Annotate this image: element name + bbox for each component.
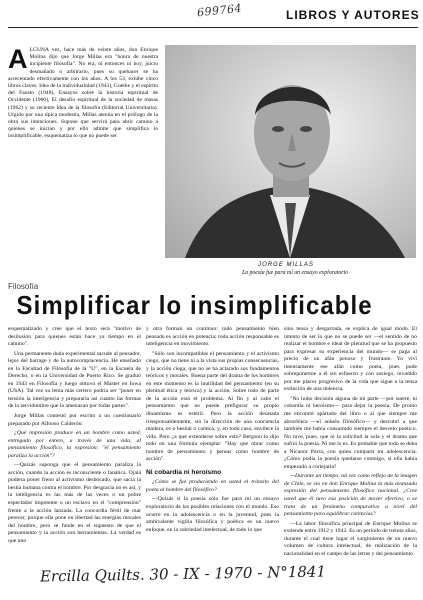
section-heading: LIBROS Y AUTORES bbox=[286, 8, 420, 22]
paragraph: "No hubo decisión alguna de mi parte —por suerte, ni cobardía ni heroísmo— para dejar la poesía. De pronto me encontré apártado del libro o al que siempre me absorbiera —el anhelo filosófico— y descubrí a que también me había consumido siempre el desvelo poético. No tuve, pues, que ni la solicitud la sola y el drama que sufrió la poesía. Ni me lo es. Es probable que todo se deba a Nicanor Parra, con quien compartí mi adolescencia. ¿Cómo podía la poesía quedarse conmigo, si ella había empezado a cortejarla? bbox=[284, 395, 417, 470]
drop-cap: A bbox=[8, 44, 28, 74]
section-label: Filosofía bbox=[8, 282, 39, 291]
article-headline: Simplificar lo insimplificable bbox=[16, 290, 373, 320]
intro-paragraph bbox=[8, 44, 158, 141]
paragraph: sino tensa y desgarrada, se explica de igual modo. El intento de ser lo que no se puede ser —el sentido de no realizar el hombre e ideal de plenitud que se ha propuesto para expresar su experiencia del mundo— se paga al precio de un afán penoso y frustrante. Yo viví intensamente ese afán como poeta, pues pude sobreponerme a él sin esfuerzo y con sosiego, invadido por me placer progresivo de la vida que sigue a la tensa extinción de una dolencia. bbox=[284, 326, 417, 393]
paragraph: y otra forman un continuo: todo pensamiento bien pensado es acción en potencia; toda acción responsable es inteligencia en movimiento. bbox=[146, 326, 279, 348]
paragraph: esquematizado y cree que el texto será "motivo de desilusión para quienes están hace ya tiempo en el camino". bbox=[8, 326, 141, 348]
paragraph: "Sólo son incompatibles el pensamiento y el activismo ciego, que no tiene ni a la vista sus propias consecuencias, y la acción ciega, que no se ha aclarado sus fundamentos teóricos y morales. Buena parte del drama de los hombres en este momento es la inutilidad del pensamiento (en su plenitud ética y teórica) y la acción. Sobre todo de parte de la acción está el problema. Al fin y al cabo el pensamiento que no puede prefigurar su propio dinamismo es estéril. Pero la acción desatada irresponsablemente, sin la dirección de una conciencia madura, es o bestial o caótica, y, en todo caso, envilece la vida. Pero ¿a qué extenderse sobre esto? Bergson lo dijo todo en una fórmula ejemplar: "Hay que obrar como hombre de pensamiento y pensar como hombre de acción". bbox=[146, 350, 279, 463]
paragraph: —La labor filosófica principal de Enrique Molina se extiende entre 1912 y 1942. Es un período de treinta años, durante el cual tiene lugar el surgimiento de un nuevo volumen de cultura intelectual, de realización de la nacionalidad en el campo de las letras y del pensamiento bbox=[284, 520, 417, 557]
article-column-3 bbox=[284, 326, 417, 560]
header-rule bbox=[8, 27, 418, 28]
intro-text: LGUNA vez, hace más de veinte años, don Enrique Molina dijo que Jorge Millas era "honra de nuestra incipiente filosofía". No era, ni entonces ni hoy, juicio desmañado o arbitrario, pues su quehacer se ha acrecentado efectivamente con los años. A los 53, exhibe cinco libros claves: Idea de la individualidad (1943), Goethe y el espíritu del Fausto (1948), Ensayos sobre la historia espiritual de Occidente (1960), El desafío espiritual de la sociedad de masas (1962) y su reciente Idea de la filosofía (Editorial Universitaria). Urgido por una típica modestia, Millas atenúa en el prólogo de la obra sus intenciones. Supone que servirá para abrir camino a quienes se inician y por ello admite que simplifica lo insimplificable, esquematiza lo que no puede ser bbox=[8, 47, 158, 140]
interview-question: —Durante un tiempo, tal vez como reflejo de la imagen de Chile, se vio en don Enrique Molina la más avanzada expresión del pensamiento filosófico nacional. ¿Cree usted que él tuvo esa posición de mover efectivo, o se trata de un fenómeno comparativo a nivel del pensamiento para equilibrar carencias? bbox=[284, 473, 417, 518]
interview-question: ¿Qué impresión produce en un hombre como usted, entregado por entero, a través de una vida, al pensamiento filosófico, la expresión: "el pensamiento paraliza la acción"? bbox=[8, 430, 141, 459]
photo-caption-name: JORGE MILLAS bbox=[258, 262, 314, 268]
article-column-1 bbox=[8, 326, 141, 547]
paragraph: —Quizás suponga que el pensamiento paraliza la acción, cuando la acción es inconsciente o fanática. Ojalá pudiera poner freno al activismo desbocado, que sacia la bestia humana contra el hombre. Por desgracia no es así, y la inteligencia es las más de las veces o un pobre espectador impotente o un esclavo en el "comprensión" frente a la acción lanzada. La concordia fértil de mar perecer, porque ella pone en libertad las energías morales del hombre, pero se funde en el supuesto de que el pensamiento y la acción son herramientas. La verdad es que uno bbox=[8, 462, 141, 544]
handwritten-source-note: Ercilla Quilts. 30 - IX - 1970 - N°1841 bbox=[39, 562, 327, 586]
archive-number: 699764 bbox=[196, 1, 243, 20]
article-column-2 bbox=[146, 326, 279, 536]
author-photo bbox=[165, 45, 416, 258]
photo-caption-text: La poesía fue para mí un ensayo exploratorio bbox=[241, 270, 349, 276]
paragraph: Una permanente duda experimental sacude al pensador, lejos del barrage y de la autocomplacencia. He enseñado en la Facultad de Filosofía de la "U", en la Escuela de Derecho, o en la Universidad de Puerto Rico. Se graduó en 1943 en Filosofía y luego obtuvo el Master en Iowa (USA). Tal vez su lema más certero podría ser "poner en tensión la inteligencia y prepararla así cuanto las formas de la servidumbre que la amenazan por todas partes". bbox=[8, 350, 141, 410]
paragraph: Jorge Millas contestó por escrito a un cuestionario preparado por Alfonso Calderón: bbox=[8, 413, 141, 427]
portrait-illustration bbox=[165, 45, 416, 258]
interview-question: ¿Cómo se fue produciendo en usted el tránsito del poeta al hombre del filosófico? bbox=[146, 479, 279, 493]
subheading: Ni cobardía ni heroísmo bbox=[146, 468, 222, 476]
paragraph: —Quizás si la poesía sólo fue para mí un ensayo exploratorio de las posibles relaciones con el mundo. Eso ocurre en la adolescencia o en la juventud, pues la ambivalente vigilia filosófica y poética es un nuevo enfoque, en la sobriedad intelectual, de todo lo que bbox=[146, 496, 279, 533]
